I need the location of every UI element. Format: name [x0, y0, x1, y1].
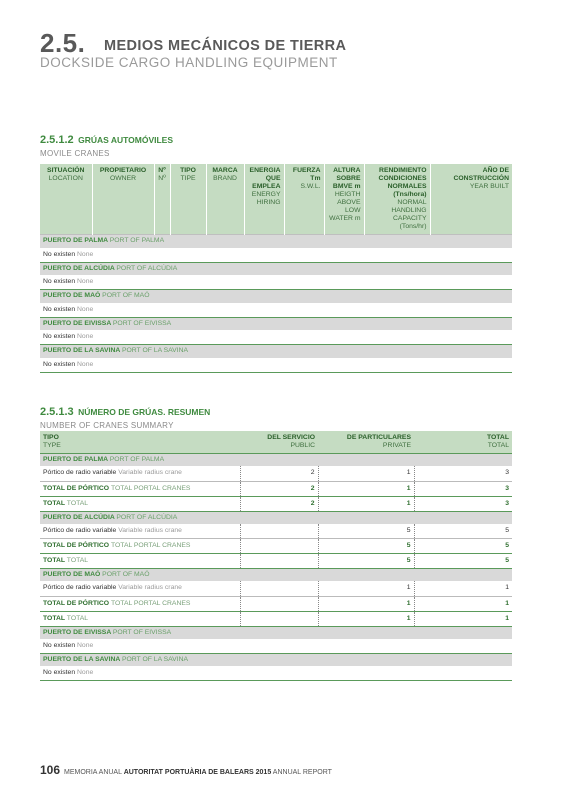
column-header: ALTURA SOBRE BMVE m HEIGTH ABOVE LOW WATER m [324, 164, 364, 235]
page-footer [40, 763, 332, 777]
footer-prefix: MEMORIA ANUAL [64, 769, 122, 776]
column-header: FUERZA Tm S.W.L. [284, 164, 324, 235]
column-header: ENERGIA QUE EMPLEA ENERGY HIRING [244, 164, 284, 235]
table-header-row [40, 164, 512, 235]
section-mobile-cranes-heading [40, 130, 173, 158]
section-title: GRÚAS AUTOMÓVILES [78, 135, 174, 145]
mobile-cranes-table [40, 164, 512, 373]
section-number: 2.5.1.2 [40, 134, 74, 146]
table-row: Pórtico de radio variable Variable radius crane 5 5 [40, 524, 512, 539]
port-row: PUERTO DE MAÓ PORT OF MAÓ [40, 569, 512, 582]
column-header: TIPO TIPE [170, 164, 206, 235]
section-subtitle: NUMBER OF CRANES SUMMARY [40, 421, 174, 430]
port-row: PUERTO DE EIVISSA PORT OF EIVISSA [40, 317, 512, 330]
footer-org: AUTORITAT PORTUÀRIA DE BALEARS 2015 [123, 769, 272, 776]
table-row: No existen None [40, 330, 512, 345]
section-summary-heading [40, 402, 210, 430]
column-header: TOTAL TOTAL [414, 431, 512, 454]
port-row: PUERTO DE EIVISSA PORT OF EIVISSA [40, 626, 512, 639]
table-row: Pórtico de radio variable Variable radius crane 1 1 [40, 581, 512, 596]
column-header: DE PARTICULARES PRIVATE [318, 431, 414, 454]
subtotal-row: TOTAL DE PÓRTICO TOTAL PORTAL CRANES 1 1 [40, 596, 512, 611]
total-row: TOTAL TOTAL 1 1 [40, 611, 512, 626]
port-row: PUERTO DE ALCÚDIA PORT OF ALCÚDIA [40, 511, 512, 524]
column-header: AÑO DE CONSTRUCCIÓN YEAR BUILT [430, 164, 512, 235]
column-header: SITUACIÓN LOCATION [40, 164, 92, 235]
column-header: TIPO TYPE [40, 431, 240, 454]
chapter-subtitle: DOCKSIDE CARGO HANDLING EQUIPMENT [40, 55, 338, 70]
total-row: TOTAL TOTAL 5 5 [40, 554, 512, 569]
table-header-row [40, 431, 512, 454]
port-row: PUERTO DE LA SAVINA PORT OF LA SAVINA [40, 345, 512, 358]
table-row: No existen None [40, 303, 512, 318]
port-row: PUERTO DE LA SAVINA PORT OF LA SAVINA [40, 653, 512, 666]
page-number: 106 [40, 763, 61, 777]
column-header: RENDIMIENTO CONDICIONES NORMALES (Tns/hora) NORMAL HANDLING CAPACITY (Tons/hr) [364, 164, 430, 235]
section-number: 2.5.1.3 [40, 406, 74, 418]
total-row: TOTAL TOTAL 2 1 3 [40, 496, 512, 511]
table-row: Pórtico de radio variable Variable radius crane 2 1 3 [40, 466, 512, 481]
table-row: No existen None [40, 248, 512, 263]
port-row: PUERTO DE PALMA PORT OF PALMA [40, 454, 512, 467]
table-row: No existen None [40, 358, 512, 373]
section-title: NÚMERO DE GRÚAS. RESUMEN [78, 407, 211, 417]
cranes-summary-table [40, 431, 512, 681]
table-row: No existen None [40, 639, 512, 654]
chapter-number: 2.5. [40, 28, 86, 58]
footer-suffix: ANNUAL REPORT [272, 769, 332, 776]
port-row: PUERTO DE ALCÚDIA PORT OF ALCÚDIA [40, 262, 512, 275]
subtotal-row: TOTAL DE PÓRTICO TOTAL PORTAL CRANES 2 1 3 [40, 481, 512, 496]
port-row: PUERTO DE PALMA PORT OF PALMA [40, 235, 512, 248]
column-header: Nº Nº [154, 164, 170, 235]
port-row: PUERTO DE MAÓ PORT OF MAÓ [40, 290, 512, 303]
subtotal-row: TOTAL DE PÓRTICO TOTAL PORTAL CRANES 5 5 [40, 539, 512, 554]
column-header: MARCA BRAND [206, 164, 244, 235]
column-header: DEL SERVICIO PUBLIC [240, 431, 318, 454]
table-row: No existen None [40, 666, 512, 681]
column-header: PROPIETARIO OWNER [92, 164, 154, 235]
table-row: No existen None [40, 275, 512, 290]
chapter-title: MEDIOS MECÁNICOS DE TIERRA [104, 38, 347, 54]
section-subtitle: MOVILE CRANES [40, 149, 110, 158]
